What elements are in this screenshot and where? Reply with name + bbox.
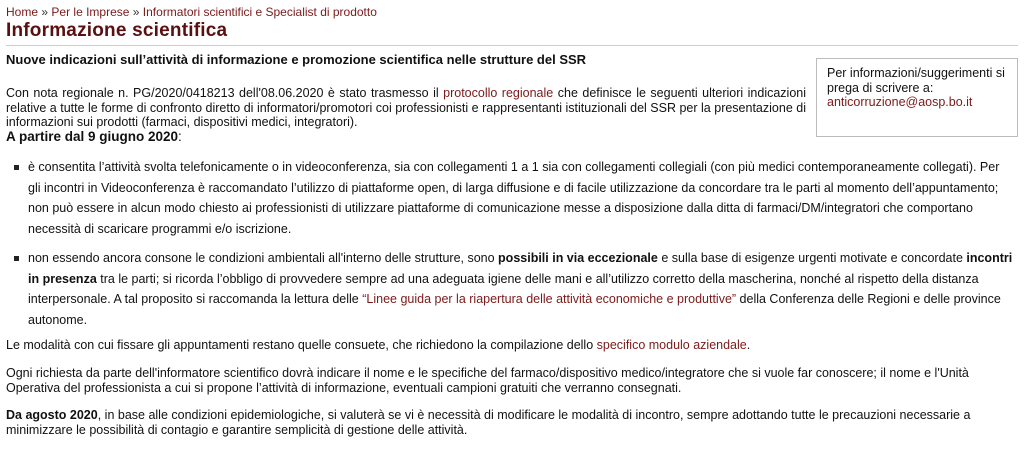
- intro-text-1: Con nota regionale n. PG/2020/0418213 dell'08.06.2020 è stato trasmesso il: [6, 86, 444, 100]
- richiesta-paragraph: Ogni richiesta da parte dell'informatore scientifico dovrà indicare il nome e le specifiche del farmaco/dispositivo medico/integratore che si vuole far conoscere; il nome e l'Unità Operativa del professionista a cui si propone l’attività di informazione, eventuali campioni gratuiti che verranno consegnati.: [6, 366, 969, 395]
- list-item: [14, 248, 1014, 330]
- intro-text-2: che definisce le seguenti ulteriori indicazioni relative a tutte le forme di confronto diretto di informatori/promotori coi professionisti e rappresentanti istituzionali del SSR per la presentazione di informazioni sui prodotti (farmaci, dispositivi medici, integratori).: [6, 86, 807, 129]
- agosto-paragraph: [6, 408, 1016, 437]
- page-title: Informazione scientifica: [6, 20, 228, 41]
- intro-paragraph: [6, 86, 806, 130]
- bullet-2-text-2: e sulla base di esigenze urgenti motivate e concordate: [657, 251, 967, 265]
- intro-text: [6, 86, 806, 144]
- bullet-2-bold-2: incontri in presenza: [28, 251, 1013, 286]
- breadcrumb-imprese-link[interactable]: Per le Imprese: [51, 5, 130, 19]
- breadcrumb: [6, 5, 377, 19]
- bullet-2-bold-1: possibili in via eccezionale: [498, 251, 658, 265]
- protocollo-regionale-link[interactable]: protocollo regionale: [443, 86, 554, 100]
- breadcrumb-separator: »: [41, 5, 49, 19]
- breadcrumb-current[interactable]: Informatori scientifici e Specialist di prodotto: [142, 5, 377, 19]
- title-divider: [6, 45, 1018, 46]
- bullet-2-text-3: tra le parti; si ricorda l’obbligo di provvedere sempre ad una adeguata igiene delle mani e all’utilizzo corretto della mascherina, nonché al rispetto della distanza interpersonale. A tal proposito si raccomanda la lettura delle: [28, 271, 979, 306]
- article-subtitle: Nuove indicazioni sull’attività di informazione e promozione scientifica nelle strutture del SSR: [6, 52, 587, 67]
- agosto-text: , in base alle condizioni epidemiologiche, si valuterà se vi è necessità di modificare le modalità di incontro, sempre adottando tutte le precauzioni necessarie a minimizzare le possibilità di contagio e garantire semplicità di gestione delle attività.: [6, 408, 971, 437]
- contact-email-link[interactable]: anticorruzione@aosp.bo.it: [827, 95, 973, 109]
- list-item: [14, 157, 1014, 239]
- modalita-text-1: Le modalità con cui fissare gli appuntamenti restano quelle consuete, che richiedono la compilazione dello: [6, 338, 597, 352]
- bullet-1-text: è consentita l’attività svolta telefonicamente o in videoconferenza, sia con collegamenti 1 a 1 sia con collegamenti collegiali (con più medici contemporaneamente collegati). Per gli incontri in Videoconferenza è raccomandato l’utilizzo di piattaforme open, di larga diffusione e di facile utilizzazione da concordare tra le parti al momento dell’appuntamento; non può essere in alcun modo chiesto ai professionisti di utilizzare piattaforme di comunicazione messe a disposizione dalla ditta di farmaci/DM/integratori che comportano necessità di scaricare programmi e/o iscrizione.: [28, 160, 1000, 236]
- date-line: [6, 130, 806, 145]
- contact-info-box: [816, 58, 1018, 137]
- linee-guida-link[interactable]: “Linee guida per la riapertura delle attività economiche e produttive”: [362, 292, 737, 306]
- start-date: A partire dal 9 giugno 2020: [6, 128, 179, 144]
- agosto-bold: Da agosto 2020: [6, 408, 98, 422]
- bullet-2-text-1: non essendo ancora consone le condizioni ambientali all'interno delle strutture, sono: [28, 251, 499, 265]
- modalita-paragraph: [6, 338, 1016, 353]
- contact-info-text: Per informazioni/suggerimenti si prega di scrivere a:: [827, 66, 1005, 95]
- date-colon: :: [178, 128, 182, 144]
- bullet-2-text-4: della Conferenza delle Regioni e delle province autonome.: [28, 292, 1001, 327]
- breadcrumb-separator: »: [132, 5, 140, 19]
- bullet-list: [14, 157, 1014, 339]
- modulo-aziendale-link[interactable]: specifico modulo aziendale: [596, 338, 747, 352]
- breadcrumb-home-link[interactable]: Home: [6, 5, 39, 19]
- modalita-text-2: .: [746, 338, 751, 352]
